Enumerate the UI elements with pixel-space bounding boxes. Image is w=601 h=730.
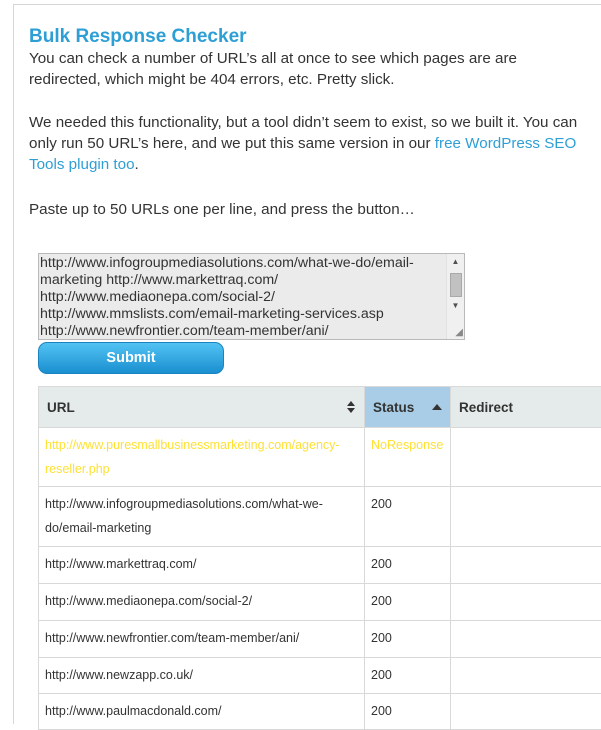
redirect-cell <box>451 428 601 487</box>
column-header-redirect[interactable] <box>451 387 601 428</box>
redirect-cell <box>451 584 601 621</box>
status-cell: 200 <box>365 694 451 730</box>
column-header-label: Redirect <box>459 400 513 415</box>
sort-both-icon <box>346 400 356 414</box>
column-header-label: URL <box>47 400 75 415</box>
submit-button[interactable]: Submit <box>38 342 224 374</box>
table-row <box>39 487 601 547</box>
redirect-cell <box>451 658 601 694</box>
instructions-text: Paste up to 50 URLs one per line, and press the button… <box>29 199 589 220</box>
resize-grip-icon[interactable]: ◢ <box>455 328 463 338</box>
redirect-cell <box>451 487 601 547</box>
scroll-down-arrow-icon[interactable]: ▼ <box>447 298 464 314</box>
results-table <box>38 386 601 730</box>
table-row <box>39 621 601 658</box>
redirect-cell <box>451 547 601 584</box>
url-cell: http://www.newfrontier.com/team-member/ani/ <box>39 621 365 658</box>
table-row <box>39 547 601 584</box>
url-cell: http://www.paulmacdonald.com/ <box>39 694 365 730</box>
url-cell: http://www.markettraq.com/ <box>39 547 365 584</box>
status-cell: 200 <box>365 487 451 547</box>
status-cell: 200 <box>365 547 451 584</box>
sort-ascending-icon <box>432 402 442 416</box>
redirect-cell <box>451 694 601 730</box>
url-textarea-container <box>38 253 465 340</box>
status-cell: 200 <box>365 658 451 694</box>
status-cell: 200 <box>365 584 451 621</box>
url-cell: http://www.puresmallbusinessmarketing.com/agency-reseller.php <box>39 428 365 487</box>
table-header-row <box>39 387 601 428</box>
url-cell: http://www.mediaonepa.com/social-2/ <box>39 584 365 621</box>
table-row <box>39 428 601 487</box>
redirect-cell <box>451 621 601 658</box>
intro-text: You can check a number of URL’s all at once to see which pages are are redirected, which might be 404 errors, etc. Pretty slick. <box>29 48 589 90</box>
scroll-up-arrow-icon[interactable]: ▲ <box>447 254 464 270</box>
table-row <box>39 584 601 621</box>
note-text <box>29 112 589 175</box>
url-textarea[interactable] <box>39 254 446 339</box>
scrollbar-thumb[interactable] <box>450 273 462 297</box>
table-row <box>39 694 601 730</box>
column-header-label: Status <box>373 400 414 415</box>
textarea-scrollbar[interactable] <box>446 254 464 339</box>
column-header-status[interactable] <box>365 387 451 428</box>
status-cell: 200 <box>365 621 451 658</box>
table-row <box>39 658 601 694</box>
page-title: Bulk Response Checker <box>29 26 247 48</box>
status-cell: NoResponse <box>365 428 451 487</box>
note-text-before: We needed this functionality, but a tool didn’t seem to exist, so we built it. You can only run 50 URL’s here, and we put this same version in our <box>29 114 577 152</box>
url-cell: http://www.newzapp.co.uk/ <box>39 658 365 694</box>
url-cell: http://www.infogroupmediasolutions.com/what-we-do/email-marketing <box>39 487 365 547</box>
note-text-after: . <box>135 156 139 173</box>
column-header-url[interactable] <box>39 387 365 428</box>
wordpress-seo-tools-link[interactable]: free WordPress SEO Tools plugin too <box>29 135 576 173</box>
